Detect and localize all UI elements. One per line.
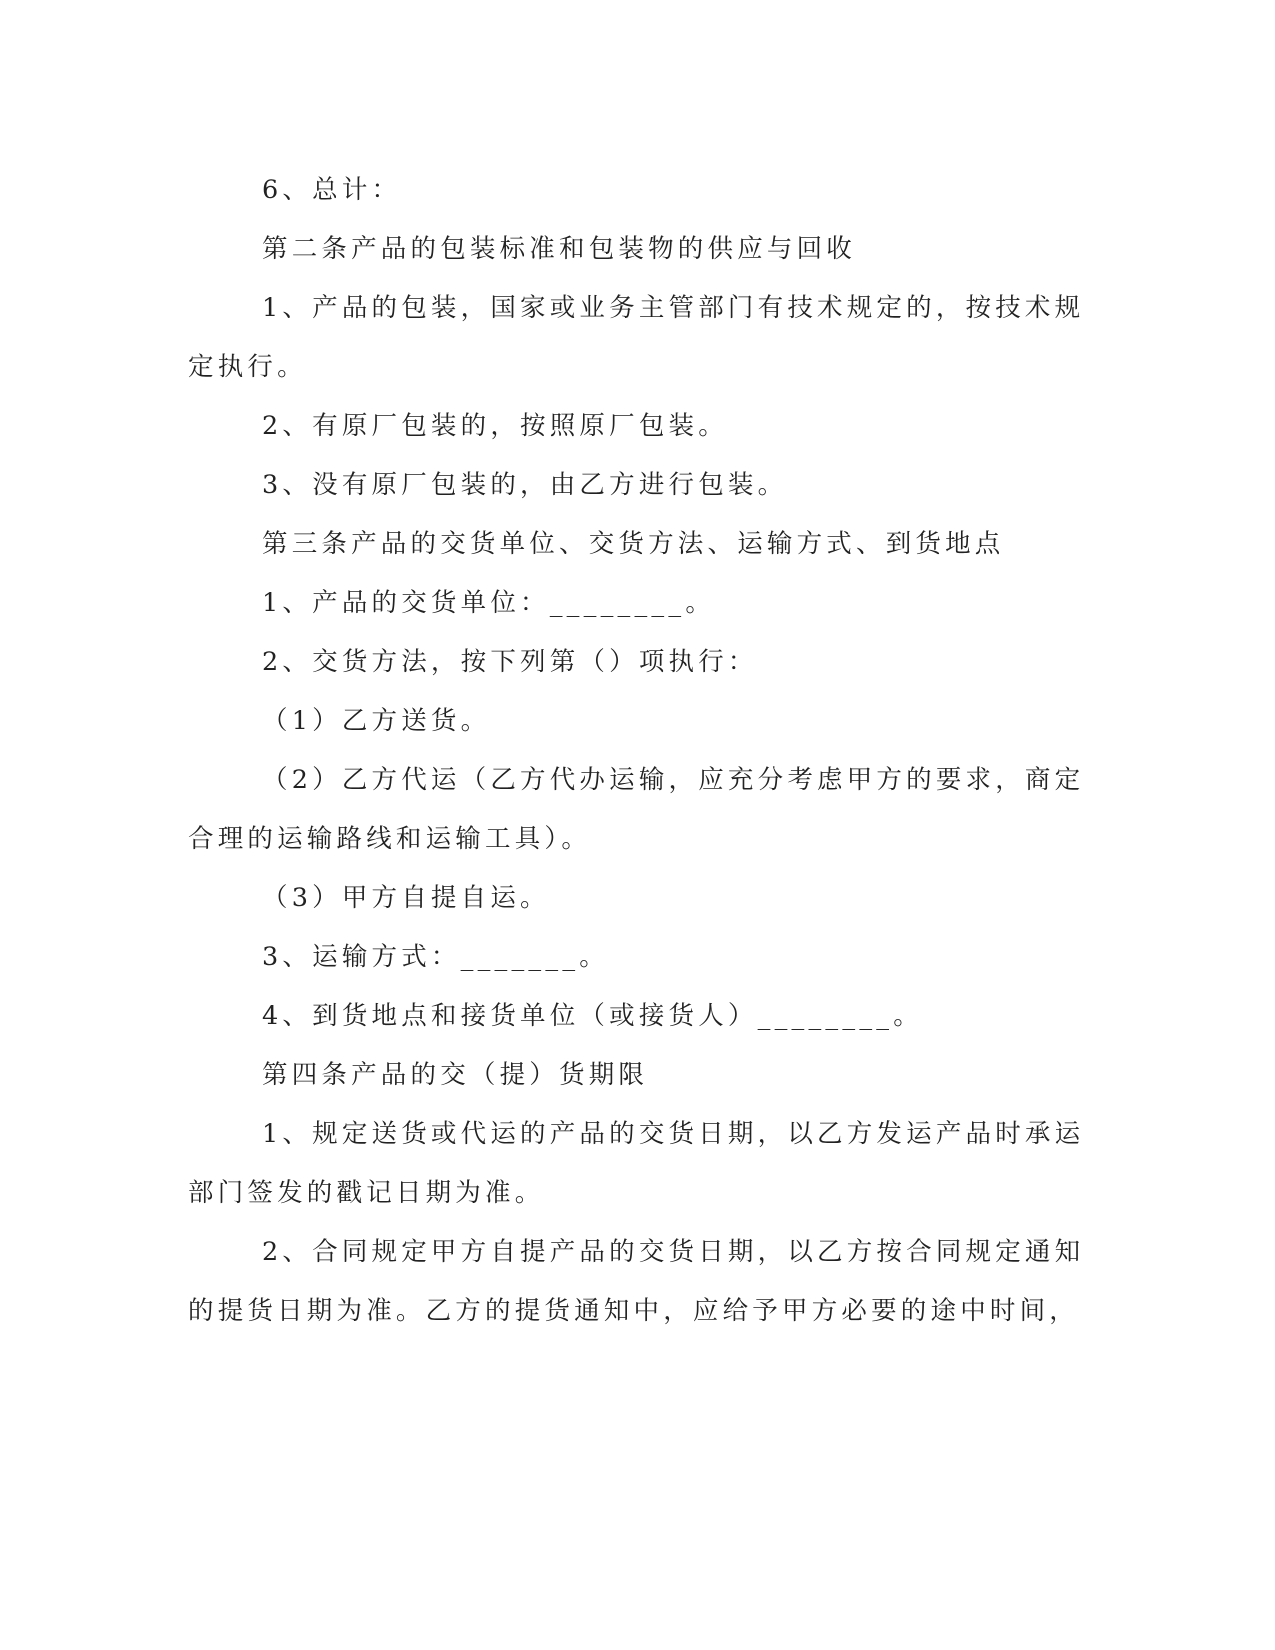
delivery-option-2-cont: 合理的运输路线和运输工具）。 bbox=[188, 824, 592, 854]
item-total: 6、总计： bbox=[262, 175, 402, 205]
delivery-option-2: （2）乙方代运（乙方代办运输，应充分考虑甲方的要求，商定 bbox=[262, 765, 1085, 795]
delivery-option-1: （1）乙方送货。 bbox=[262, 706, 491, 736]
article-3-item-2: 2、交货方法，按下列第（）项执行： bbox=[262, 647, 758, 677]
article-2-heading: 第二条产品的包装标准和包装物的供应与回收 bbox=[262, 234, 857, 264]
article-4-heading: 第四条产品的交（提）货期限 bbox=[262, 1060, 649, 1090]
article-2-item-1-cont: 定执行。 bbox=[188, 352, 307, 382]
article-2-item-1: 1、产品的包装，国家或业务主管部门有技术规定的，按技术规 bbox=[262, 293, 1085, 323]
article-3-item-3: 3、运输方式：_______。 bbox=[262, 942, 609, 972]
article-2-item-2: 2、有原厂包装的，按照原厂包装。 bbox=[262, 411, 728, 441]
article-4-item-1-cont: 部门签发的戳记日期为准。 bbox=[188, 1178, 545, 1208]
article-4-item-1: 1、规定送货或代运的产品的交货日期，以乙方发运产品时承运 bbox=[262, 1119, 1085, 1149]
article-3-item-1: 1、产品的交货单位：________。 bbox=[262, 588, 716, 618]
delivery-option-3: （3）甲方自提自运。 bbox=[262, 883, 550, 913]
article-3-item-4: 4、到货地点和接货单位（或接货人）________。 bbox=[262, 1001, 923, 1031]
article-4-item-2-cont: 的提货日期为准。乙方的提货通知中，应给予甲方必要的途中时间， bbox=[188, 1296, 1080, 1326]
article-3-heading: 第三条产品的交货单位、交货方法、运输方式、到货地点 bbox=[262, 529, 1005, 559]
article-4-item-2: 2、合同规定甲方自提产品的交货日期，以乙方按合同规定通知 bbox=[262, 1237, 1085, 1267]
article-2-item-3: 3、没有原厂包装的，由乙方进行包装。 bbox=[262, 470, 788, 500]
